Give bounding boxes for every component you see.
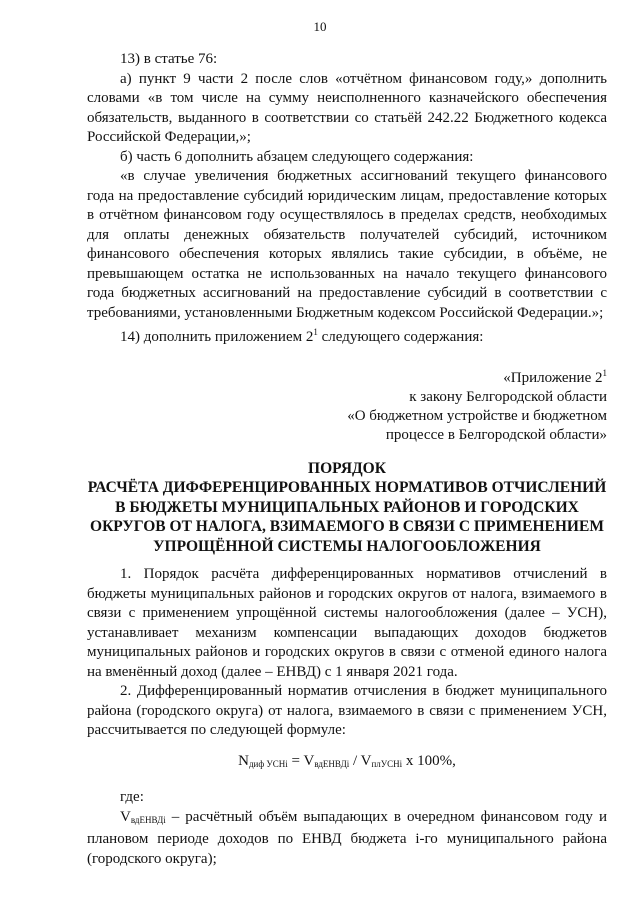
where-label: где: <box>120 789 144 805</box>
title-line-2: РАСЧЁТА ДИФФЕРЕНЦИРОВАННЫХ НОРМАТИВОВ ОТЧИСЛЕНИЙ <box>87 479 607 496</box>
section-title <box>87 459 607 557</box>
paragraph-1: 1. Порядок расчёта дифференцированных нормативов отчислений в бюджеты муниципальных районов и городских округов от налога, взимаемого в связи с применением упрощённой системы налогообложения (далее – УСН), устанавливает механизм компенсации выпадающих доходов бюджетов муниципальных районов и городских округов в связи с отменой единого налога на вменённый доход (далее – ЕНВД) с 1 января 2021 года. <box>87 566 607 680</box>
item-14-sup: 1 <box>313 327 318 337</box>
formula: $N_{диф УСНi} = V_{вдЕНВДi} / V_{плУСНi}$ x 100%, <box>238 752 456 769</box>
item-13a: а) пункт 9 части 2 после слов «отчётном финансовом году,» дополнить словами «в том числе на сумму неисполненного казначейского обеспечения обязательств, выданного в соответствии со статьёй 242.22 Бюджетного кодекса Российской Федерации,»; <box>87 70 607 145</box>
title-line-1: ПОРЯДОК <box>308 459 386 477</box>
item-13b: б) часть 6 дополнить абзацем следующего содержания: <box>120 148 474 165</box>
document-body <box>87 50 607 869</box>
item-14-post: следующего содержания: <box>317 329 484 345</box>
title-line-3: В БЮДЖЕТЫ МУНИЦИПАЛЬНЫХ РАЙОНОВ И ГОРОДСКИХ <box>115 498 579 516</box>
definition-v: $V_{вдЕНВДi}$ – расчётный объём выпадающих в очередном финансовом году и плановом периоде доходов по ЕНВД бюджета i-го муниципального района (городского округа); <box>87 808 607 867</box>
title-line-4: ОКРУГОВ ОТ НАЛОГА, ВЗИМАЕМОГО В СВЯЗИ С ПРИМЕНЕНИЕМ <box>90 518 604 535</box>
item-13b-text: «в случае увеличения бюджетных ассигнований текущего финансового года на предоставление субсидий юридическим лицам, предоставление которых в отчётном финансовом году осуществлялось в пределах средств, необходимых для оплаты денежных обязательств получателей субсидий, источником финансового обеспечения которых являлись такие субсидии, в объёме, не превышающем остатка не использованных на начало текущего финансового года бюджетных ассигнований на предоставление субсидий в соответствии с требованиями, установленными Бюджетным кодексом Российской Федерации.»; <box>87 168 607 321</box>
appendix-line-3: «О бюджетном устройстве и бюджетном <box>347 407 607 424</box>
item-14-pre: 14) дополнить приложением 2 <box>120 329 314 345</box>
title-line-5: УПРОЩЁННОЙ СИСТЕМЫ НАЛОГООБЛОЖЕНИЯ <box>153 537 541 555</box>
paragraph-2: 2. Дифференцированный норматив отчисления в бюджет муниципального района (городского округа) от налога, взимаемого в связи с применением УСН, рассчитывается по следующей формуле: <box>87 683 607 738</box>
appendix-line-1: «Приложение $2^1$ <box>503 367 607 386</box>
appendix-line-4: процессе в Белгородской области» <box>385 426 607 443</box>
item-13: 13) в статье 76: <box>120 51 218 67</box>
item-14 <box>87 323 607 348</box>
appendix-reference <box>87 364 607 445</box>
appendix-line-2: к закону Белгородской области <box>409 388 607 405</box>
page-number: 10 <box>313 19 327 34</box>
